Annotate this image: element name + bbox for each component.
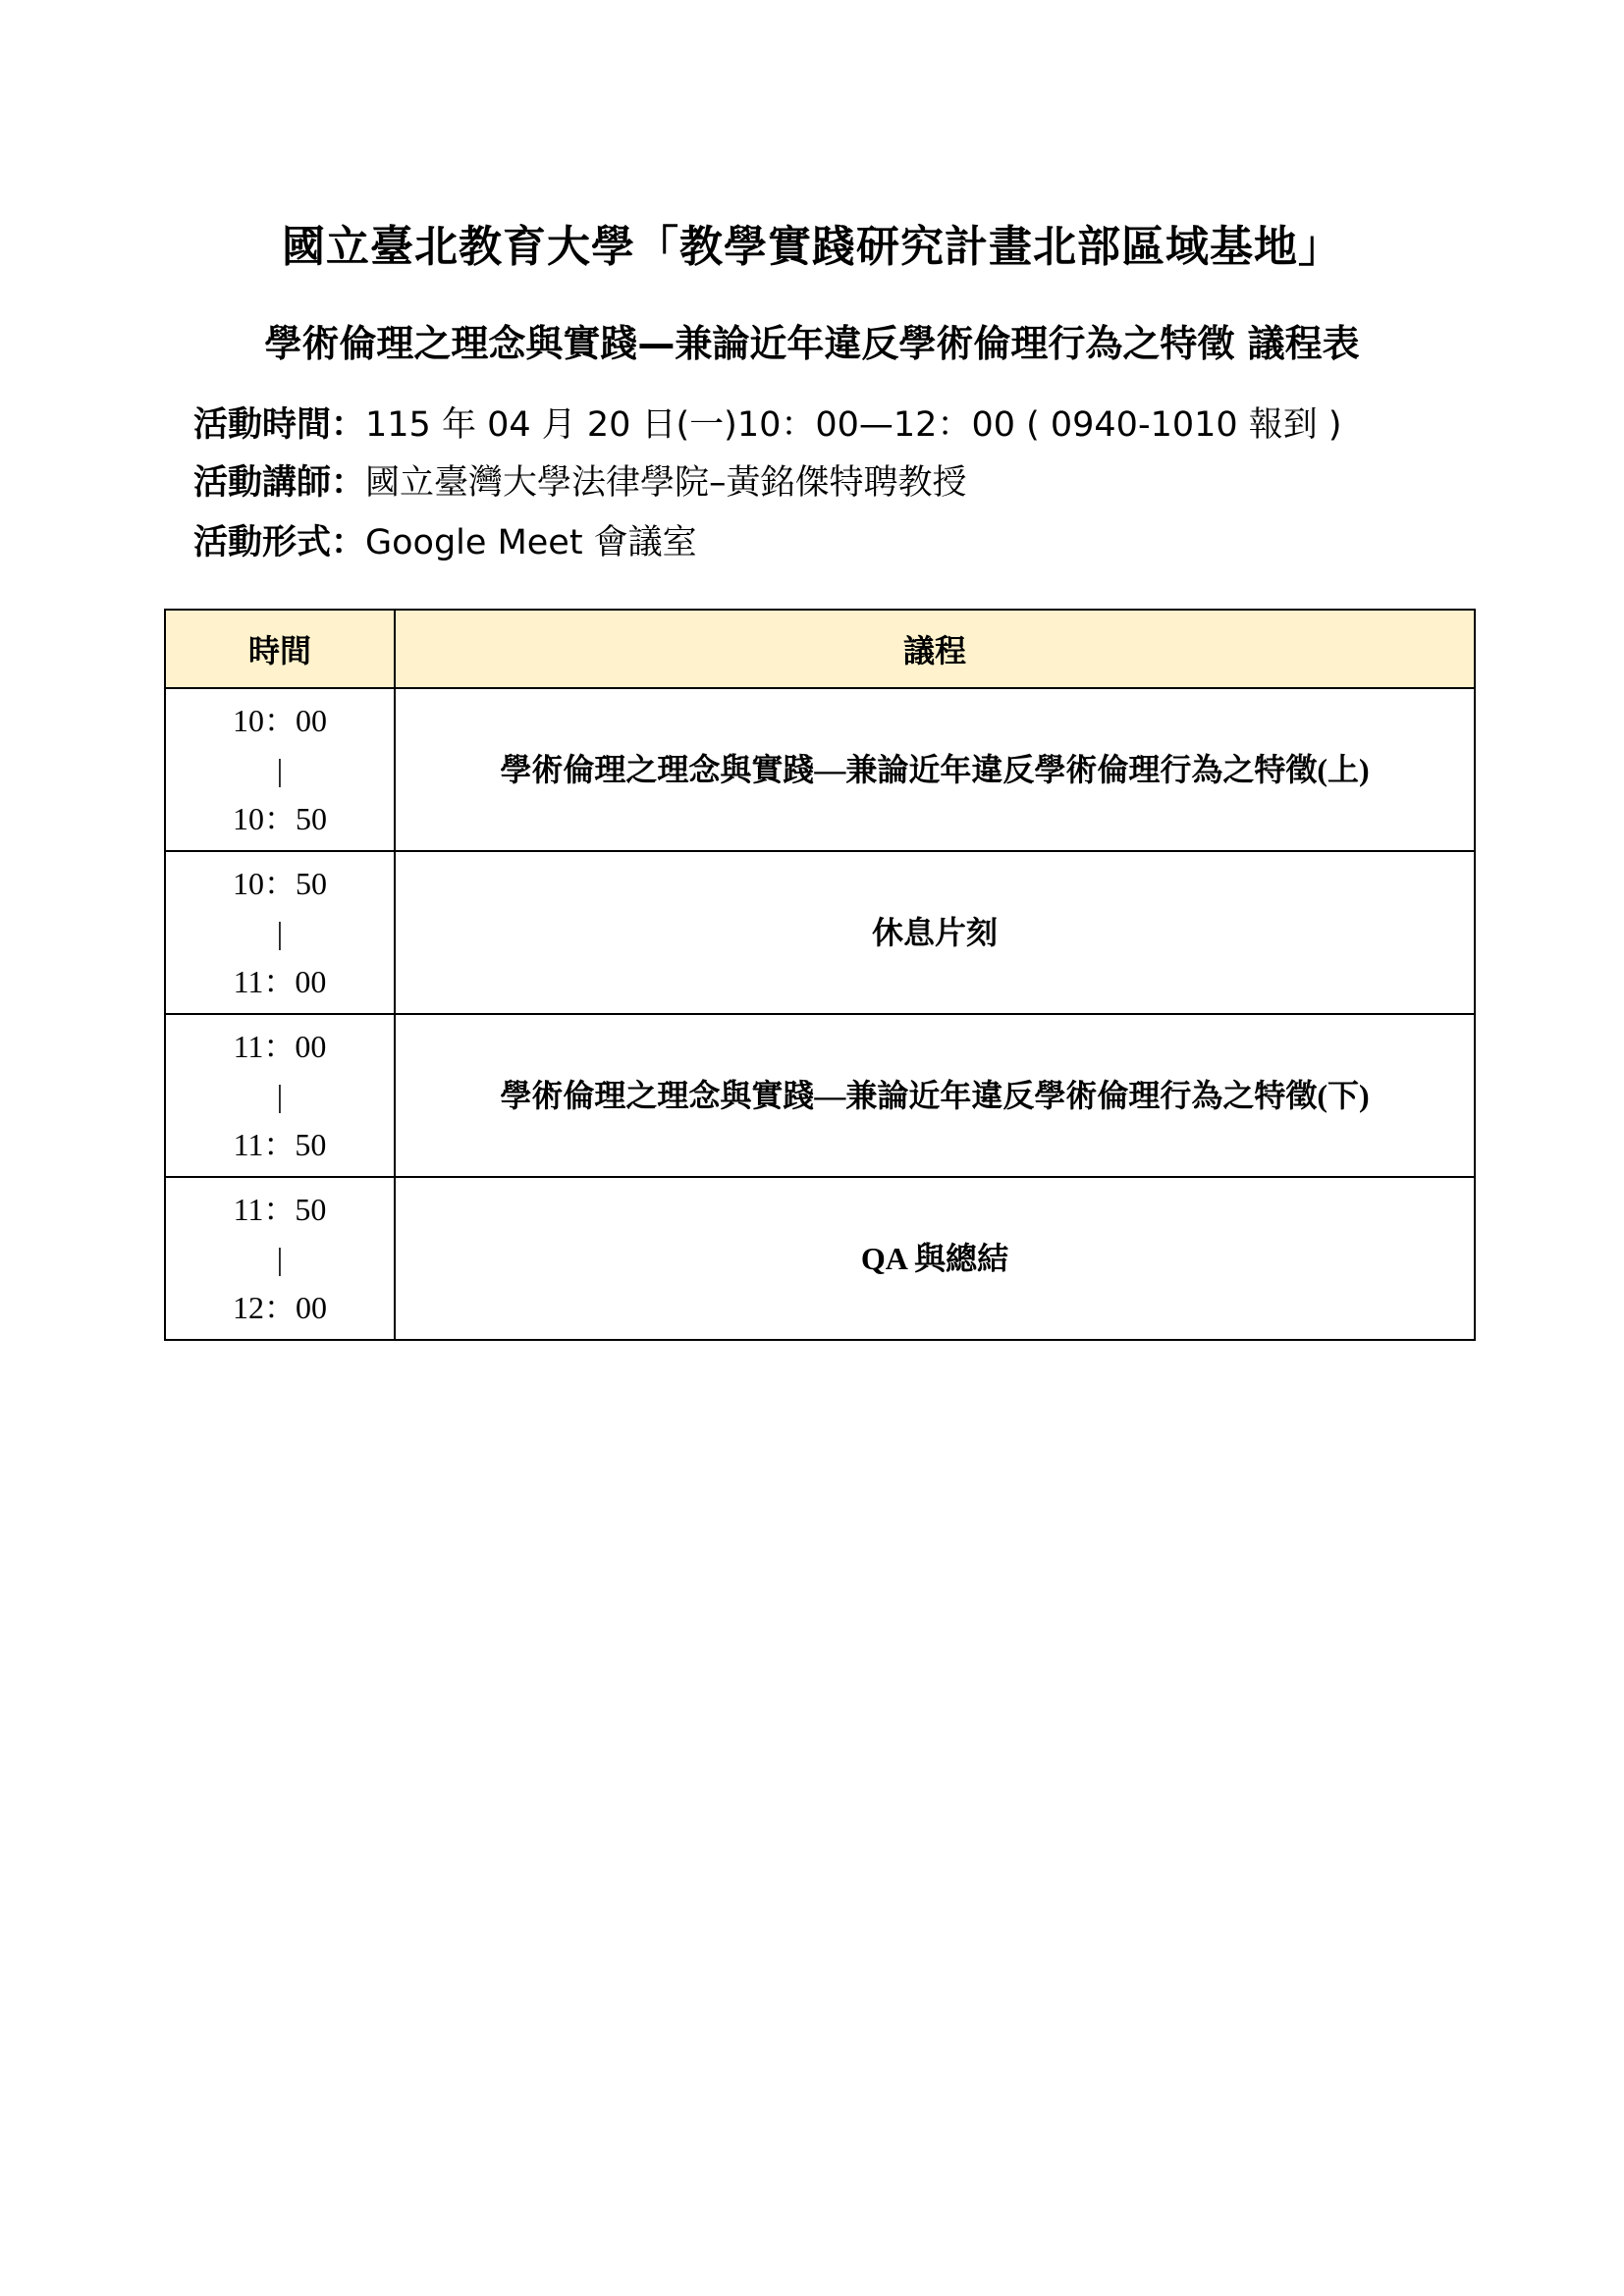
time-end: 12：00 <box>232 1290 327 1325</box>
time-start: 11：50 <box>233 1192 327 1227</box>
agenda-header-row <box>165 610 1475 688</box>
info-time-value: 115 年 04 月 20 日(一)10：00—12：00 ( 0940-1010 報到 ) <box>365 405 1342 445</box>
header-time: 時間 <box>165 610 395 688</box>
agenda-cell: QA 與總結 <box>395 1177 1475 1340</box>
info-speaker <box>193 458 1489 507</box>
info-format <box>193 518 1489 567</box>
info-speaker-value: 國立臺灣大學法律學院–黃銘傑特聘教授 <box>365 463 967 503</box>
header-agenda: 議程 <box>395 610 1475 688</box>
info-time-label: 活動時間： <box>193 405 366 445</box>
agenda-table <box>164 609 1476 1341</box>
time-end: 11：00 <box>233 964 327 999</box>
time-end: 10：50 <box>232 801 327 836</box>
time-cell <box>165 1177 395 1340</box>
agenda-cell: 學術倫理之理念與實踐—兼論近年違反學術倫理行為之特徵(下) <box>395 1014 1475 1177</box>
table-row <box>165 1177 1475 1340</box>
time-separator: | <box>276 1078 284 1113</box>
table-row <box>165 851 1475 1014</box>
info-time <box>193 400 1489 450</box>
time-start: 10：00 <box>232 703 327 738</box>
time-start: 10：50 <box>232 866 327 901</box>
info-format-value: Google Meet 會議室 <box>365 523 697 562</box>
time-cell <box>165 688 395 851</box>
time-separator: | <box>276 915 284 950</box>
time-separator: | <box>276 1241 284 1276</box>
info-format-label: 活動形式： <box>193 523 366 562</box>
table-row <box>165 688 1475 851</box>
time-start: 11：00 <box>233 1029 327 1064</box>
info-speaker-label: 活動講師： <box>193 463 366 503</box>
time-cell <box>165 851 395 1014</box>
document-title: 國立臺北教育大學「教學實踐研究計畫北部區域基地」 <box>282 222 1342 272</box>
document-subtitle: 學術倫理之理念與實踐—兼論近年違反學術倫理行為之特徵 議程表 <box>264 322 1360 365</box>
time-separator: | <box>276 752 284 787</box>
table-row <box>165 1014 1475 1177</box>
agenda-cell: 學術倫理之理念與實踐—兼論近年違反學術倫理行為之特徵(上) <box>395 688 1475 851</box>
time-end: 11：50 <box>233 1127 327 1162</box>
agenda-cell: 休息片刻 <box>395 851 1475 1014</box>
time-cell <box>165 1014 395 1177</box>
